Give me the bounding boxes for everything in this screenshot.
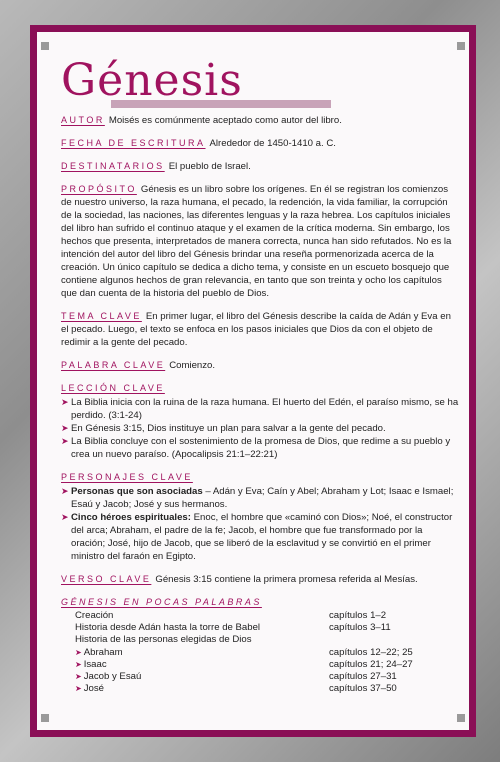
arrow-bullet-icon: ➤	[61, 423, 69, 433]
section-palabra	[61, 359, 459, 372]
arrow-bullet-icon: ➤	[61, 512, 69, 522]
section-leccion	[61, 382, 459, 461]
table-row: ➤ José capítulos 37–50	[75, 683, 397, 695]
table-row: Historia de las personas elegidas de Dios	[75, 634, 252, 646]
section-fecha	[61, 137, 459, 150]
corner-mark	[457, 42, 465, 50]
list-item: ➤ Cinco héroes espirituales: Enoc, el hombre que «caminó con Dios»; Noé, el constructor del arca; Abraham, el padre de la fe; Jacob, el hombre que fue transformado por la oración; José, hijo de Jacob, que se liberó de la esclavitud y se convirtió en el primer ministro del faraón en Egipto.	[61, 512, 453, 562]
corner-mark	[41, 42, 49, 50]
corner-mark	[457, 714, 465, 722]
arrow-bullet-icon: ➤	[75, 647, 82, 657]
section-text: El pueblo de Israel.	[168, 161, 251, 172]
section-versiculo	[61, 573, 459, 586]
section-label: AUTOR	[61, 115, 105, 125]
section-text: Comienzo.	[169, 360, 216, 371]
section-label: FECHA DE ESCRITURA	[61, 138, 206, 148]
arrow-bullet-icon: ➤	[75, 684, 82, 694]
arrow-bullet-icon: ➤	[61, 436, 69, 446]
section-tema	[61, 310, 459, 349]
arrow-bullet-icon: ➤	[75, 659, 82, 669]
section-label: PROPÓSITO	[61, 184, 137, 194]
table-row: ➤ Jacob y Esaú capítulos 27–31	[75, 671, 397, 683]
list-item: ➤ En Génesis 3:15, Dios instituye un plan para salvar a la gente del pecado.	[61, 423, 386, 434]
section-label: GÉNESIS EN POCAS PALABRAS	[61, 597, 262, 607]
corner-mark	[41, 714, 49, 722]
section-text: Alrededor de 1450-1410 a. C.	[209, 138, 336, 149]
section-text: Moisés es comúnmente aceptado como autor del libro.	[108, 115, 342, 126]
list-item: ➤ Personas que son asociadas – Adán y Eva; Caín y Abel; Abraham y Lot; Isaac e Ismael; Esaú y Jacob; José y sus hermanos.	[61, 486, 454, 510]
table-row: ➤ Isaac capítulos 21; 24–27	[75, 658, 413, 670]
section-text: En primer lugar, el libro del Génesis describe la caída de Adán y Eva en el pecado. Luego, el texto se enfoca en los pasos iniciales que Dios da con el objeto de redimir a la gente del pecado.	[61, 311, 451, 348]
section-label: VERSO CLAVE	[61, 574, 152, 584]
book-page	[37, 32, 469, 730]
section-autor	[61, 114, 459, 127]
section-resumen	[61, 596, 459, 695]
table-row: Historia desde Adán hasta la torre de Babel capítulos 3–11	[75, 622, 391, 634]
section-label: PALABRA CLAVE	[61, 360, 166, 370]
table-row: Creación capítulos 1–2	[75, 610, 387, 621]
section-label: LECCIÓN CLAVE	[61, 383, 165, 393]
arrow-bullet-icon: ➤	[75, 672, 82, 682]
section-text: Génesis 3:15 contiene la primera promesa referida al Mesías.	[155, 574, 418, 585]
section-text: Génesis es un libro sobre los orígenes. En él se registran los comienzos de nuestro universo, la raza humana, el pecado, la redención, la vida familiar, la corrupción de la sociedad, las naciones, las diferentes lenguas y la raza hebrea. Los capítulos iniciales del libro han sufrido el continuo ataque y el examen de la crítica moderna. Sin embargo, los hechos que presenta, interpretados de manera correcta, nunca han sido refutados. No es la intención del autor del libro del Génesis brindar una reseña pormenorizada acerca de la creación. Un único capítulo se dedica a dicho tema, y consiste en un escueto bosquejo que contiene algunos hechos de gran relevancia, en tanto que son treinta y ocho los capítulos que dan cuenta de la historia del pueblo de Dios.	[61, 184, 452, 299]
summary-table	[61, 610, 459, 695]
section-label: DESTINATARIOS	[61, 161, 165, 171]
page-frame	[30, 25, 476, 737]
arrow-bullet-icon: ➤	[61, 397, 69, 407]
list-item: ➤ La Biblia inicia con la ruina de la raza humana. El huerto del Edén, el paraíso mismo, se ha perdido. (3:1-24)	[61, 397, 459, 421]
content	[61, 114, 459, 705]
section-label: PERSONAJES CLAVE	[61, 472, 193, 482]
table-row: ➤ Abraham capítulos 12–22; 25	[75, 646, 413, 658]
title-block	[61, 56, 243, 106]
section-label: TEMA CLAVE	[61, 311, 142, 321]
list-item: ➤ La Biblia concluye con el sostenimiento de la promesa de Dios, que redime a su pueblo y crea un nuevo paraíso. (Apocalipsis 21:1–22:21)	[61, 436, 451, 460]
section-destinatarios	[61, 160, 459, 173]
section-proposito	[61, 183, 459, 300]
arrow-bullet-icon: ➤	[61, 486, 69, 496]
section-personajes	[61, 471, 459, 563]
page-title: Génesis	[61, 55, 243, 106]
